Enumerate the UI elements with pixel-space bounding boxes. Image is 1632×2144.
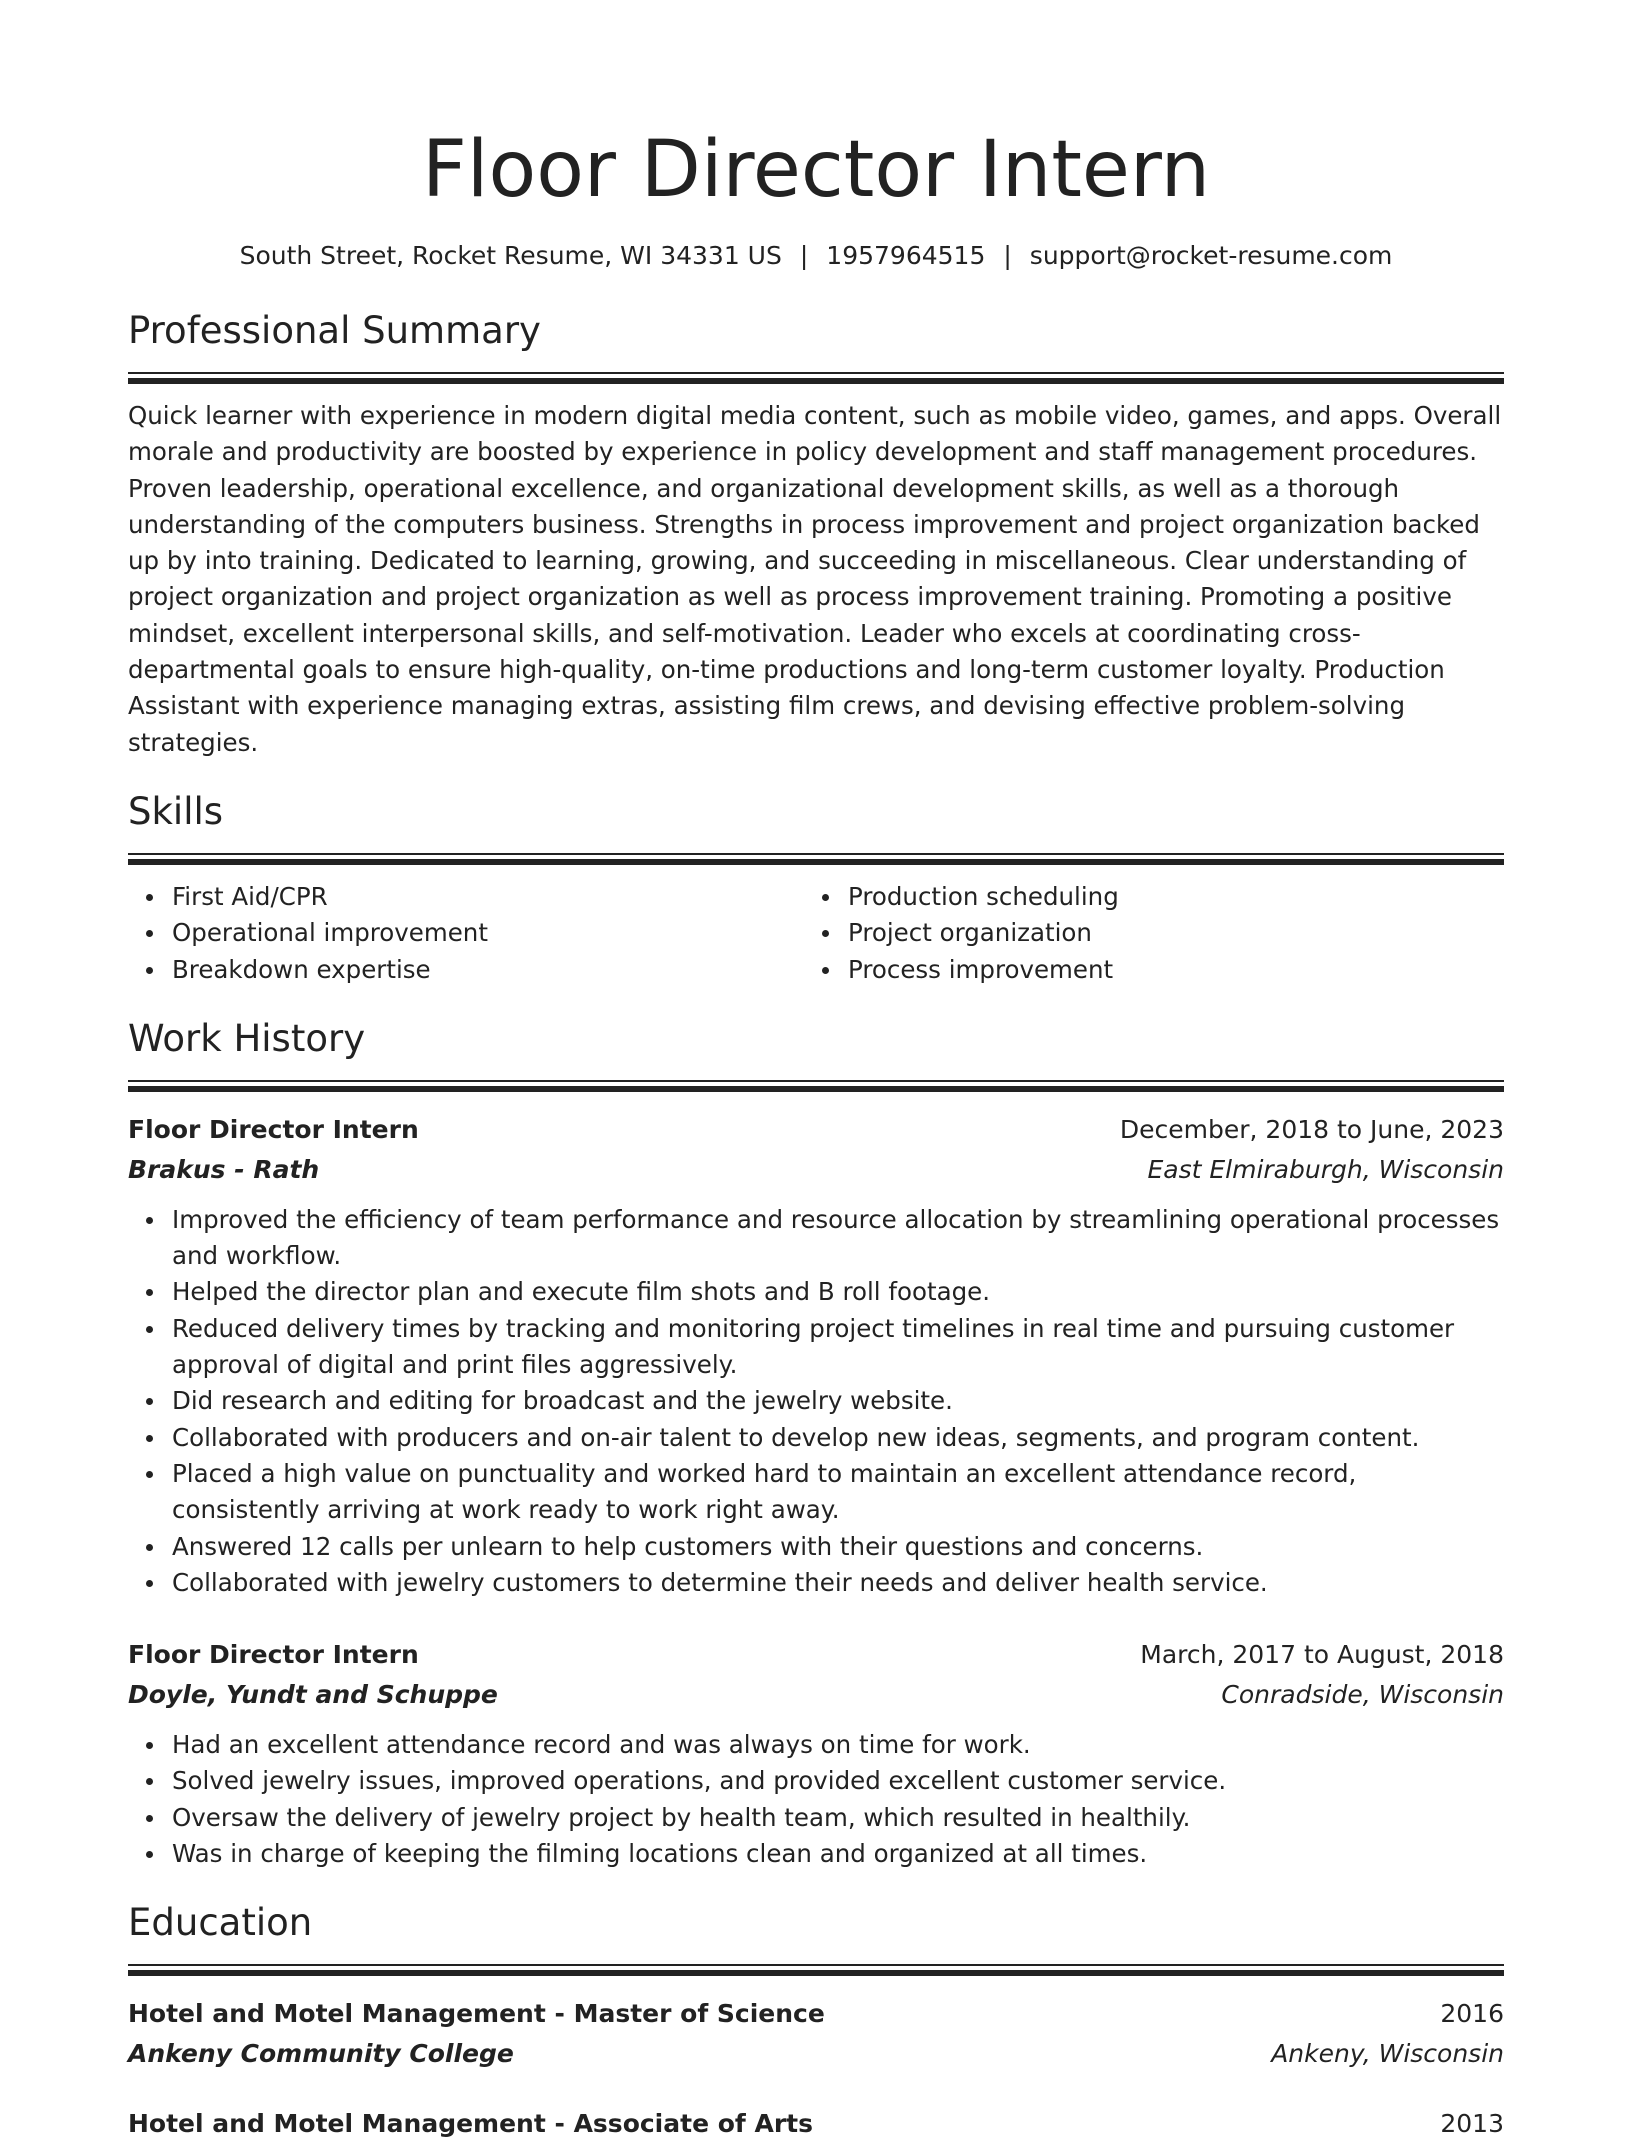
- job-title: Floor Director Intern: [128, 1640, 419, 1670]
- address: South Street, Rocket Resume, WI 34331 US: [239, 241, 782, 270]
- education-year: 2013: [1440, 2109, 1504, 2139]
- job-bullet: Answered 12 calls per unlearn to help customers with their questions and concerns.: [172, 1529, 1504, 1565]
- phone: 1957964515: [826, 241, 986, 270]
- section-heading-education: Education: [128, 1901, 313, 1945]
- summary-text: Quick learner with experience in modern digital media content, such as mobile video, games, and apps. Overall morale and productivity are boosted by experience in policy development and staff management procedures. Proven leadership, operational excellence, and organizational development skills, as well as a thorough understanding of the computers business. Strengths in process improvement and project organization backed up by into training. Dedicated to learning, growing, and succeeding in miscellaneous. Clear understanding of project organization and project organization as well as process improvement training. Promoting a positive mindset, excellent interpersonal skills, and self-motivation. Leader who excels at coordinating cross-departmental goals to ensure high-quality, on-time productions and long-term customer loyalty. Production Assistant with experience managing extras, assisting film crews, and devising effective problem-solving strategies.: [128, 401, 1502, 757]
- job-company: Brakus - Rath: [128, 1154, 320, 1184]
- education-entry: [128, 1994, 1504, 2074]
- section-divider: [128, 1080, 1504, 1092]
- skill-item: Breakdown expertise: [172, 952, 804, 988]
- job-entry: [128, 1110, 1504, 1601]
- education-school: Ankeny Community College: [128, 2039, 514, 2069]
- education-subheader: [128, 2034, 1504, 2074]
- job-company: Doyle, Yundt and Schuppe: [128, 1680, 498, 1710]
- education-degree: Hotel and Motel Management - Associate of Arts: [128, 2109, 813, 2139]
- job-bullets: [128, 1727, 1504, 1872]
- job-location: East Elmiraburgh, Wisconsin: [1147, 1154, 1504, 1184]
- job-header: [128, 1110, 1504, 1150]
- education-header: [128, 1994, 1504, 2034]
- skill-item: Process improvement: [848, 952, 1480, 988]
- skill-item: First Aid/CPR: [172, 879, 804, 915]
- contact-separator: |: [1003, 241, 1012, 270]
- skills-section: [128, 787, 1504, 988]
- skills-list: [128, 879, 1504, 988]
- job-dates: December, 2018 to June, 2023: [1119, 1114, 1504, 1144]
- skills-column-right: [804, 879, 1480, 988]
- job-bullet: Was in charge of keeping the filming locations clean and organized at all times.: [172, 1836, 1504, 1872]
- job-bullet: Reduced delivery times by tracking and monitoring project timelines in real time and pursuing customer approval of digital and print files aggressively.: [172, 1311, 1504, 1384]
- section-divider: [128, 372, 1504, 384]
- section-divider: [128, 1964, 1504, 1976]
- summary-section: [128, 306, 1504, 761]
- section-heading-skills: Skills: [128, 789, 224, 833]
- work-history-section: [128, 1014, 1504, 1872]
- education-year: 2016: [1440, 1999, 1504, 2029]
- skill-item: Production scheduling: [848, 879, 1480, 915]
- section-heading-summary: Professional Summary: [128, 309, 541, 352]
- job-bullet: Had an excellent attendance record and was always on time for work.: [172, 1727, 1504, 1763]
- education-header: [128, 2104, 1504, 2144]
- job-bullet: Helped the director plan and execute film shots and B roll footage.: [172, 1274, 1504, 1310]
- education-section: [128, 1898, 1504, 2144]
- job-dates: March, 2017 to August, 2018: [1140, 1640, 1504, 1670]
- job-entry: [128, 1635, 1504, 1872]
- email: support@rocket-resume.com: [1029, 241, 1393, 270]
- education-location: Ankeny, Wisconsin: [1271, 2039, 1504, 2069]
- job-location: Conradside, Wisconsin: [1221, 1680, 1504, 1710]
- job-bullet: Oversaw the delivery of jewelry project by health team, which resulted in healthily.: [172, 1800, 1504, 1836]
- job-bullet: Collaborated with producers and on-air talent to develop new ideas, segments, and program content.: [172, 1420, 1504, 1456]
- job-bullets: [128, 1202, 1504, 1601]
- job-subheader: [128, 1150, 1504, 1190]
- resume-name: Floor Director Intern: [421, 125, 1211, 215]
- job-title: Floor Director Intern: [128, 1114, 419, 1144]
- contact-separator: |: [799, 241, 809, 270]
- job-header: [128, 1635, 1504, 1675]
- job-bullet: Solved jewelry issues, improved operations, and provided excellent customer service.: [172, 1763, 1504, 1799]
- education-degree: Hotel and Motel Management - Master of Science: [128, 1999, 825, 2029]
- resume-page: [128, 0, 1504, 2144]
- education-entry: [128, 2104, 1504, 2144]
- skill-item: Operational improvement: [172, 915, 804, 951]
- section-heading-work-history: Work History: [128, 1016, 366, 1060]
- job-bullet: Improved the efficiency of team performance and resource allocation by streamlining operational processes and workflow.: [172, 1202, 1504, 1275]
- job-bullet: Placed a high value on punctuality and worked hard to maintain an excellent attendance record, consistently arriving at work ready to work right away.: [172, 1456, 1504, 1529]
- job-bullet: Did research and editing for broadcast and the jewelry website.: [172, 1383, 1504, 1419]
- contact-line: [128, 238, 1504, 274]
- skill-item: Project organization: [848, 915, 1480, 951]
- section-divider: [128, 853, 1504, 865]
- job-bullet: Collaborated with jewelry customers to determine their needs and deliver health service.: [172, 1565, 1504, 1601]
- skills-column-left: [128, 879, 804, 988]
- job-subheader: [128, 1675, 1504, 1715]
